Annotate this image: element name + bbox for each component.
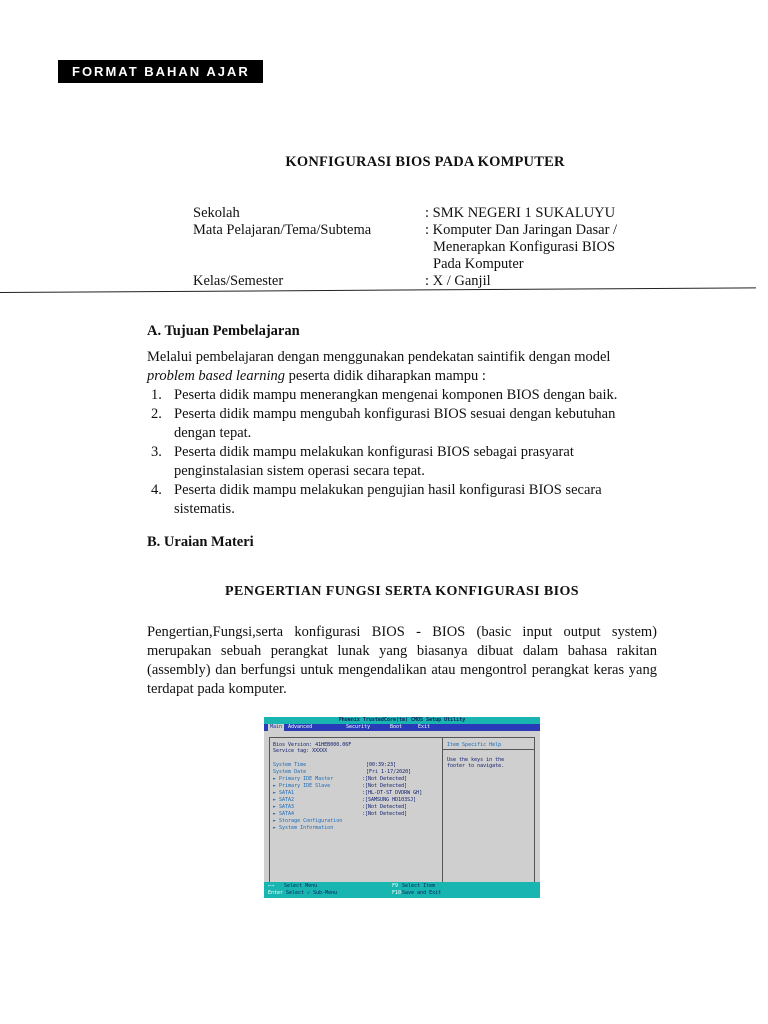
list-item: 3. Peserta didik mampu melakukan konfigurasi BIOS sebagai prasyarat penginstalasian sistem operasi secara tepat. [151, 444, 574, 479]
bios-title-bar: Phoenix TrustedCore(tm) CMOS Setup Utility [264, 717, 540, 724]
section-b-paragraph: Pengertian,Fungsi,serta konfigurasi BIOS - BIOS (basic input output system) merupakan sebuah perangkat lunak yang biasanya dibuat dalam bahasa rakitan (assembly) dan berfungsi untuk mengendalikan atau mengontrol perangkat keras yang terdapat pada komputer. [147, 624, 657, 697]
bios-menu-security: Security [346, 724, 371, 730]
bios-footer-desc: Select ✓ Sub-Menu [286, 890, 338, 896]
bios-footer-key: Enter [268, 890, 284, 896]
bios-row-label: ► Storage Configuration [273, 818, 343, 824]
bios-footer-key: ←→ [268, 883, 275, 889]
school-value: : SMK NEGERI 1 SUKALUYU [425, 205, 616, 221]
bios-row-label: System Date [273, 769, 307, 775]
bios-row-label: ► SATA3 [273, 804, 295, 810]
bios-menu-advanced: Advanced [288, 724, 313, 730]
subject-value-line-2: Menerapkan Konfigurasi BIOS [433, 239, 616, 255]
bios-menu-boot: Boot [390, 724, 403, 730]
bios-row-value: :[Not Detected] [362, 804, 408, 810]
bios-row-value: :[HL-DT-ST DVDRW GH] [362, 790, 423, 796]
header-divider [0, 287, 756, 293]
section-a-heading: A. Tujuan Pembelajaran [147, 323, 300, 339]
bios-row-value: :[Not Detected] [362, 811, 408, 817]
list-item: 4. Peserta didik mampu melakukan pengujian hasil konfigurasi BIOS secara sistematis. [151, 482, 602, 517]
bios-help-text-2: footer to navigate. [447, 763, 505, 769]
subject-value-line-3: Pada Komputer [433, 256, 524, 272]
subject-value: : Komputer Dan Jaringan Dasar / [425, 222, 618, 238]
bios-screenshot [264, 717, 540, 898]
bios-panel-divider [442, 737, 443, 894]
intro-line-2: peserta didik diharapkan mampu : [285, 368, 486, 384]
bios-menu-main: Main [270, 724, 283, 730]
bios-footer-desc: Select Item [402, 883, 436, 889]
list-item: 2. Peserta didik mampu mengubah konfigurasi BIOS sesuai dengan kebutuhan dengan tepat. [151, 406, 616, 441]
bios-menu-bar [264, 724, 540, 731]
bios-row-label: ► SATA2 [273, 797, 295, 803]
school-label: Sekolah [193, 205, 240, 221]
intro-italic: problem based learning [147, 368, 286, 384]
bios-footer-key: F9 [392, 883, 399, 889]
document-title: KONFIGURASI BIOS PADA KOMPUTER [285, 154, 565, 170]
bios-row-label: ► SATA1 [273, 790, 295, 796]
bios-footer [264, 882, 540, 898]
bios-row-value: :[Not Detected] [362, 783, 408, 789]
bios-row-label: ► Primary IDE Slave [273, 783, 331, 789]
bios-row-value: [00:39:23] [366, 762, 397, 768]
section-a-intro [147, 348, 657, 386]
bios-row-value: :[Not Detected] [362, 776, 408, 782]
class-label: Kelas/Semester [193, 273, 284, 289]
bios-row-value: [Fri 1-17/2020] [366, 769, 412, 775]
list-item: 1. Peserta didik mampu menerangkan mengenai komponen BIOS dengan baik. [151, 387, 618, 403]
bios-row-label: ► Primary IDE Master [273, 776, 334, 782]
bios-help-text: Use the keys in the [447, 757, 505, 763]
objectives-list [147, 386, 657, 519]
bios-help-title: Item Specific Help [447, 742, 502, 748]
intro-line-1: Melalui pembelajaran dengan menggunakan pendekatan saintifik dengan model [147, 349, 611, 365]
bios-footer-key: F10 [392, 890, 402, 896]
bios-footer-desc: Save and Exit [402, 890, 442, 896]
bios-row-label: ► SATA4 [273, 811, 295, 817]
bios-service-tag: Service tag: XXXXX [273, 748, 328, 754]
bios-row-label: ► System Information [273, 825, 334, 831]
bios-row-value: :[SAMSUNG HD103SJ] [362, 797, 417, 803]
bios-version: Bios Version: 41HEB000.06F [273, 742, 352, 748]
section-b-heading: B. Uraian Materi [147, 534, 254, 550]
bios-row-label: System Time [273, 762, 307, 768]
format-banner: FORMAT BAHAN AJAR [58, 60, 263, 83]
bios-footer-desc: Select Menu [284, 883, 318, 889]
bios-menu-exit: Exit [418, 724, 431, 730]
class-value: : X / Ganjil [425, 273, 491, 289]
subject-label: Mata Pelajaran/Tema/Subtema [193, 222, 372, 238]
section-b-subtitle: PENGERTIAN FUNGSI SERTA KONFIGURASI BIOS [225, 584, 579, 599]
bios-help-divider [442, 749, 535, 750]
